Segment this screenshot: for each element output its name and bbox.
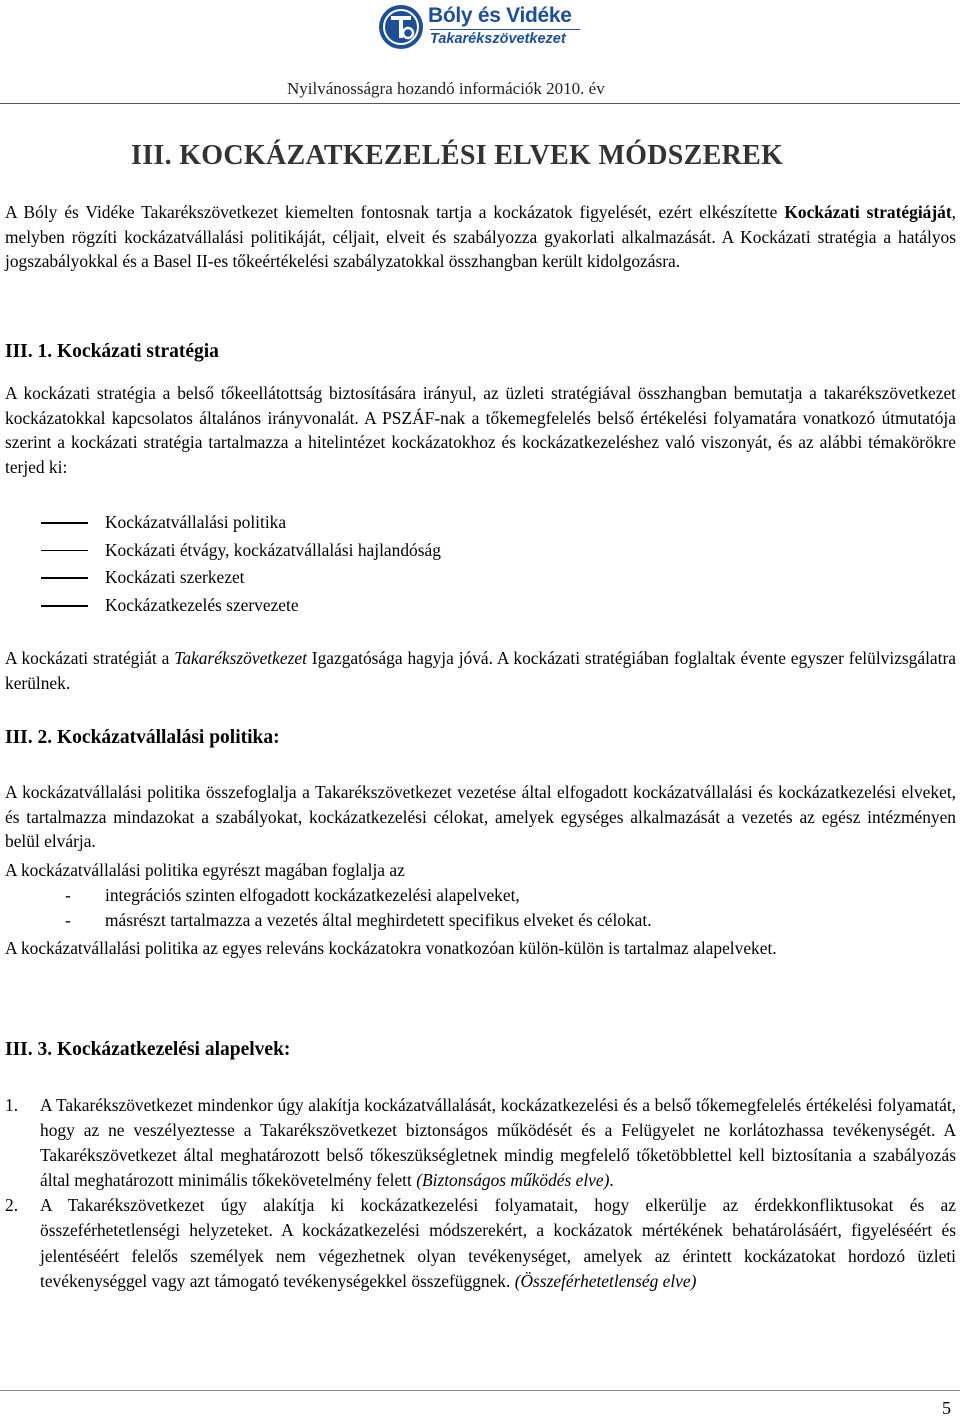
- list-item: [65, 883, 652, 908]
- section-1-heading: III. 1. Kockázati stratégia: [5, 341, 219, 362]
- section-3-list: [5, 1093, 956, 1294]
- hyphen-bullet: -: [65, 909, 71, 930]
- section-1-paragraph: A kockázati stratégia a belső tőkeellátottság biztosítására irányul, az üzleti stratégiával összhangban bemutatja a takarékszövetkezet kockázatokkal kapcsolatos általános irányvonalát. A PSZÁF-nak a tőkemegfelelés belső értékelési folyamatára vonatkozó útmutatója szerint a kockázati stratégia tartalmazza a hitelintézet kockázatokhoz és kockázatkezeléshez való viszonyát, és az alábbi témakörökre terjed ki:: [5, 383, 956, 477]
- intro-text-1: A Bóly és Vidéke Takarékszövetkezet kiemelten fontosnak tartja a kockázatok figyelését, ezért elkészítette: [5, 202, 785, 222]
- list-item: [41, 592, 441, 620]
- list-item-text: Kockázati étvágy, kockázatvállalási hajlandóság: [105, 539, 441, 560]
- page-header: [0, 0, 960, 106]
- header-subtitle: Nyilvánosságra hozandó információk 2010. év: [287, 79, 605, 98]
- list-item: [41, 509, 441, 537]
- section-1-closing: [5, 646, 956, 695]
- list-item-text: Kockázatvállalási politika: [105, 512, 287, 532]
- list-item-italic: (Biztonságos működés elve): [416, 1170, 610, 1191]
- list-item-text: másrészt tartalmazza a vezetés által meghirdetett specifikus elveket és célokat.: [105, 909, 652, 930]
- dash-bullet: [41, 577, 88, 579]
- header-rule: [0, 103, 960, 104]
- list-item: [41, 564, 441, 592]
- dash-bullet: [41, 522, 88, 524]
- dash-bullet: [41, 550, 88, 552]
- list-item-text: A Takarékszövetkezet úgy alakítja ki kockázatkezelési folyamatait, hogy elkerülje az érdekkonfliktusokat és az összeférhetetlenségi helyzeteket. A kockázatkezelési módszerekért, a kockázatok mértékének behatárolásáért, figyeléséért és jelentéséért felelős személyek nem végezhetnek olyan tevékenységet, amelyek az érintett kockázatokat hordozó üzleti tevékenységgel vagy azt támogató tevékenységekkel összefüggnek.: [40, 1195, 956, 1291]
- dash-bullet: [41, 605, 88, 607]
- list-item: [5, 1093, 956, 1193]
- brand-subname: Takarékszövetkezet: [430, 31, 566, 47]
- section-2-paragraph-2: A kockázatvállalási politika egyrészt magában foglalja az: [5, 860, 405, 880]
- brand-logo: [378, 2, 588, 52]
- list-item-text: A Takarékszövetkezet mindenkor úgy alakítja kockázatvállalását, kockázatkezelési és a belső tőkemegfelelés értékelési folyamatát, hogy az ne veszélyeztesse a Takarékszövetkezet biztonságos működését és a Felügyelet ne korlátozhassa tevékenységét. A Takarékszövetkezet által meghatározott belső tőkeszükségletnek mindig megfelelő tőketöbblettel kell biztosítania a szabályozás által meghatározott minimális tőkekövetelmény felett: [40, 1095, 956, 1191]
- list-item: [41, 537, 441, 565]
- list-item-text: Kockázati szerkezet: [105, 567, 245, 588]
- brand-name: Bóly és Vidéke: [428, 4, 572, 27]
- list-item-text: integrációs szinten elfogadott kockázatkezelési alapelveket,: [105, 885, 520, 905]
- list-number: 1.: [5, 1095, 19, 1115]
- intro-text-2: , melyben rögzíti kockázatvállalási politikáját, céljait, elveit és szabályozza gyakorlati alkalmazását. A Kockázati stratégia a hatályos jogszabályokkal és a Basel II-es tőkeértékelési szabályzatokkal összhangban került kidolgozásra.: [5, 202, 956, 272]
- list-item: [65, 908, 652, 933]
- closing-italic-text: Takarékszövetkezet: [174, 648, 307, 668]
- list-item-end: .: [609, 1170, 614, 1191]
- brand-divider: [430, 29, 580, 30]
- hyphen-bullet: -: [65, 885, 71, 905]
- list-item-italic: (Összeférhetetlenség elve): [514, 1270, 697, 1291]
- footer-rule: [0, 1390, 960, 1391]
- section-2-list: [65, 883, 652, 932]
- section-2-paragraph-3: A kockázatvállalási politika az egyes releváns kockázatokra vonatkozóan külön-külön is tartalmaz alapelveket.: [5, 938, 777, 958]
- page-number: 5: [942, 1398, 951, 1418]
- list-number: 2.: [5, 1195, 19, 1216]
- section-2-paragraph-1: A kockázatvállalási politika összefoglalja a Takarékszövetkezet vezetése által elfogadott kockázatvállalási és kockázatkezelési elveket, és tartalmazza mindazokat a szabályokat, kockázatkezelési célokat, amelyek egységes alkalmazását a vezetés az egész intézményen belül elvárja.: [5, 782, 956, 852]
- intro-paragraph: [5, 200, 956, 274]
- closing-text-1: A kockázati stratégiát a: [5, 648, 175, 668]
- section-1-topic-list: [41, 509, 441, 620]
- list-item-text: Kockázatkezelés szervezete: [105, 595, 299, 616]
- section-3-heading: III. 3. Kockázatkezelési alapelvek:: [5, 1039, 291, 1060]
- list-item: [5, 1193, 956, 1293]
- section-2-heading: III. 2. Kockázatvállalási politika:: [5, 727, 280, 748]
- closing-text-2: Igazgatósága hagyja jóvá. A kockázati stratégiában foglaltak évente egyszer felülvizsgálatra kerülnek.: [5, 648, 956, 693]
- intro-bold-text: Kockázati stratégiáját: [784, 202, 952, 222]
- tsz-logo-icon: [378, 2, 424, 52]
- page-title: III. KOCKÁZATKEZELÉSI ELVEK MÓDSZEREK: [131, 140, 784, 171]
